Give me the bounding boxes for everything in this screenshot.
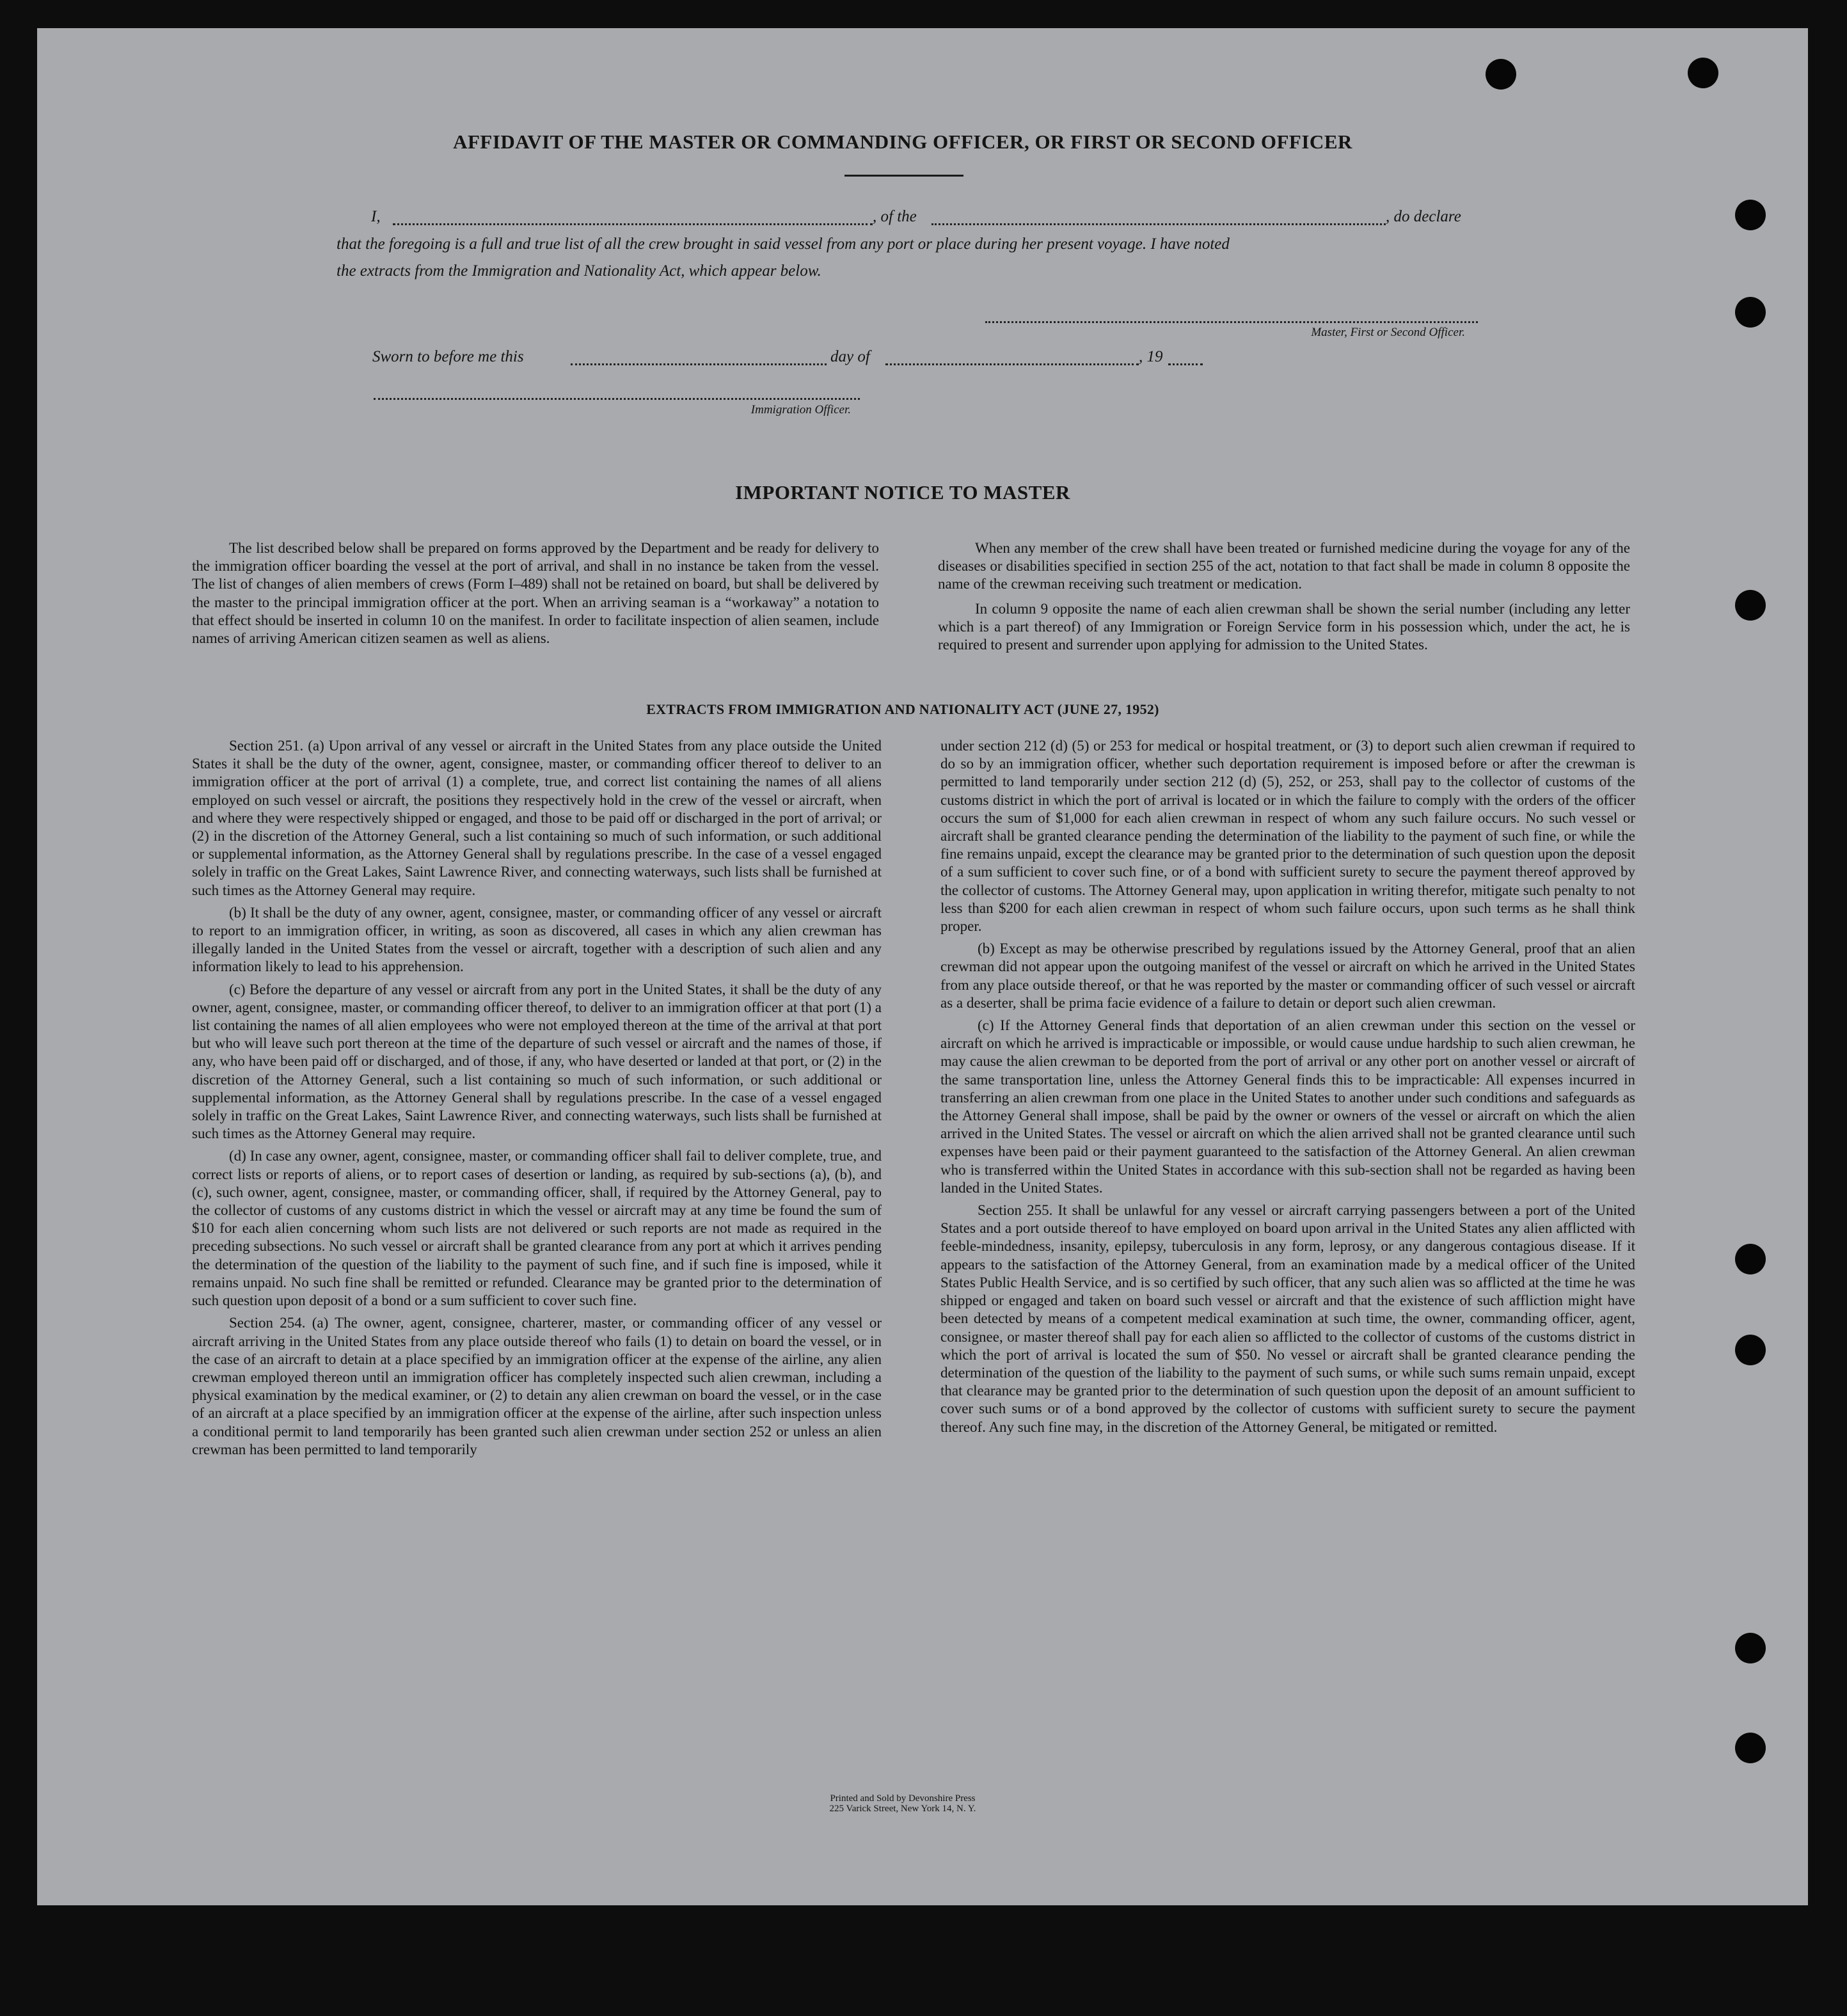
binder-hole [1735, 1335, 1766, 1365]
notice-paragraph: When any member of the crew shall have been treated or furnished medicine during the voyage for any of the diseases or disabilities specified in section 255 of the act, notation to that fact shall be made in column 8 opposite the name of the crewman receiving such treatment or medication. [938, 540, 1630, 592]
binder-hole [1735, 1244, 1766, 1274]
binder-hole [1735, 200, 1766, 230]
sworn-year-field[interactable] [1168, 349, 1203, 365]
binder-hole [1486, 59, 1516, 90]
master-signature-line[interactable] [985, 307, 1478, 323]
notice-heading: IMPORTANT NOTICE TO MASTER [735, 481, 1070, 504]
declarant-name-field[interactable] [393, 209, 873, 225]
declarant-prefix: I, [371, 208, 381, 225]
section-251d: (d) In case any owner, agent, consignee, master, or commanding officer shall fail to deliver complete, true, and correct lists or reports of aliens, or to report cases of desertion or landing, as required by sub-sections (a), (b), and (c), such owner, agent, consignee, master, or commanding officer, shall, if required by the Attorney General, pay to the collector of customs of any customs district in which the vessel or aircraft may at any time be found the sum of $10 for each alien concerning whom such lists are not delivered or such reports are not made as required in the preceding subsections. No such vessel or aircraft shall be granted clearance from any port at which it arrives pending the determination of the question of the liability to the payment of such fine, and if such fine is imposed, while it remains unpaid. No such fine shall be remitted or refunded. Clearance may be granted prior to the determination of such question upon deposit of a bond or a sum sufficient to cover such fine. [192, 1148, 882, 1309]
notice-paragraph: The list described below shall be prepared on forms approved by the Department and be ready for delivery to the immigration officer boarding the vessel at the port of arrival, and shall in no instance be taken from the vessel. The list of changes of alien members of crews (Form I–489) shall not be retained on board, but shall be delivered by the master to the principal immigration officer at the port. When an arriving seaman is a “workaway” a notation to that effect should be inserted in column 10 on the manifest. In order to facilitate inspection of alien seamen, include names of arriving American citizen seamen as well as aliens. [192, 540, 879, 647]
printer-imprint [0, 1793, 1805, 1814]
sworn-month-field[interactable] [885, 349, 1139, 365]
section-254a-continued: under section 212 (d) (5) or 253 for medical or hospital treatment, or (3) to deport such alien crewman if required to do so by an immigration officer, whether such deportation requirement is imposed before or after the crewman is permitted to land temporarily under section 212 (d) (5), 252, or 253, shall pay to the collector of customs of the customs district in which the port of arrival is located or in which the failure to comply with the orders of the officer occurs the sum of $1,000 for each alien crewman in respect of whom any such failure occurs. No such vessel or aircraft shall be granted clearance pending the determination of the liability to the payment of such fine, or while the fine remains unpaid, except the clearance may be granted prior to the determination of such question upon the deposit of a sum sufficient to cover such fine, or of a bond with sufficient surety to secure the payment thereof approved by the collector of customs. The Attorney General may, upon application in writing therefor, mitigate such penalty to not less than $200 for each alien crewman in respect of whom such failure occurs, upon such terms as he shall think proper. [940, 738, 1635, 935]
section-254c: (c) If the Attorney General finds that deportation of an alien crewman under this section on the vessel or aircraft on which he arrived is impracticable or impossible, or would cause undue hardship to such alien crewman, he may cause the alien crewman to be deported from the port of arrival or any other port on another vessel or aircraft of the same transportation line, unless the Attorney General finds this to be impracticable: All expenses incurred in transferring an alien crewman from one place in the United States to another under such conditions and safeguards as the Attorney General shall impose, shall be paid by the owner or owners of the vessel or aircraft on which the alien arrived in the United States. The vessel or aircraft on which the alien arrived shall not be granted clearance until such expenses have been paid or their payment guaranteed to the satisfaction of the Attorney General. An alien crewman who is transferred within the United States in accordance with this sub-section shall not be regarded as having been landed in the United States. [940, 1017, 1635, 1196]
notice-paragraph: In column 9 opposite the name of each alien crewman shall be shown the serial number (including any letter which is a part thereof) of any Immigration or Foreign Service form in his possession which, under the act, he is required to present and surrender upon applying for admission to the United States. [938, 600, 1630, 653]
printer-address: 225 Varick Street, New York 14, N. Y. [829, 1804, 976, 1814]
notice-right-column [938, 539, 1630, 658]
declare-label: , do declare [1386, 208, 1461, 225]
declaration-text-line1: that the foregoing is a full and true list of all the crew brought in said vessel from any port or place during her present voyage. I have noted [337, 235, 1230, 253]
binder-hole [1735, 297, 1766, 328]
title-rule [844, 175, 963, 177]
extracts-right-column [940, 737, 1635, 1441]
notice-left-column [192, 539, 879, 652]
section-255: Section 255. It shall be unlawful for any vessel or aircraft carrying passengers between a port of the United States and a port outside thereof to have employed on board upon arrival in the United States any alien afflicted with feeble-mindedness, insanity, epilepsy, tuberculosis in any form, leprosy, or any dangerous contagious disease. If it appears to the satisfaction of the Attorney General, from an examination made by a medical officer of the United States Public Health Service, and is so certified by such officer, that any such alien was so afflicted at the time he was shipped or engaged and taken on board such vessel or aircraft and that the existence of such affliction might have been detected by means of a competent medical examination at such time, the owner, commanding officer, agent, consignee, or master thereof shall pay for each alien so afflicted to the collector of customs of the customs district in which the port of arrival is located the sum of $50. No vessel or aircraft shall be granted clearance pending the determination of the question of the liability to the payment of such sums, or while such sums remain unpaid, except that clearance may be granted prior to the determination of such question upon the deposit of an amount sufficient to cover such sums or of a bond approved by the collector of customs with sufficient surety to secure the payment thereof. Any such fine may, in the discretion of the Attorney General, be mitigated or remitted. [940, 1202, 1635, 1435]
officer-signature-label: Immigration Officer. [750, 403, 851, 417]
printer-name: Printed and Sold by Devonshire Press [830, 1793, 976, 1804]
section-254a: Section 254. (a) The owner, agent, consignee, charterer, master, or commanding officer of any vessel or aircraft arriving in the United States from any place outside thereof who fails (1) to detain on board the vessel, or in the case of an aircraft to detain at a place specified by an immigration officer at the expense of the airline, any alien crewman employed thereon until an immigration officer has completely inspected such alien crewman, including a physical examination by the medical examiner, or (2) to detain any alien crewman on board the vessel, or in the case of an aircraft at a place specified by an immigration officer at the expense of the airline, after such inspection unless a conditional permit to land temporarily has been granted such alien crewman under section 252 or unless an alien crewman has been permitted to land temporarily [192, 1315, 882, 1457]
declaration-text-line2: the extracts from the Immigration and Nationality Act, which appear below. [337, 262, 821, 280]
section-251b: (b) It shall be the duty of any owner, agent, consignee, master, or commanding officer of any vessel or aircraft to report to an immigration officer, in writing, as soon as discovered, all cases in which any alien crewman has illegally landed in the United States from the vessel or aircraft, together with a description of such alien and any information likely to lead to his apprehension. [192, 904, 882, 975]
sworn-day-field[interactable] [571, 349, 827, 365]
section-251c: (c) Before the departure of any vessel or aircraft from any port in the United States, it shall be the duty of any owner, agent, consignee, master, or commanding officer thereof, to deliver to an immigration officer at that port (1) a list containing the names of all alien employees who were not employed thereon at the time of the arrival at that port but who will leave such port thereon at the time of the departure of such vessel or aircraft and the names of those, if any, who have been paid off or discharged, and of those, if any, who have deserted or landed at that port, or (2) in the discretion of the Attorney General, such a list containing so much of such information, or such additional or supplemental information, as the Attorney General shall by regulations prescribe. In the case of a vessel engaged solely in traffic on the Great Lakes, Saint Lawrence River, and connecting waterways, such lists shall be furnished at such times as the Attorney General may require. [192, 981, 882, 1142]
master-signature-label: Master, First or Second Officer. [1311, 326, 1465, 339]
extracts-left-column [192, 737, 882, 1463]
section-254b: (b) Except as may be otherwise prescribed by regulations issued by the Attorney General, proof that an alien crewman did not appear upon the outgoing manifest of the vessel or aircraft on which he arrived in the United States from any place outside thereof, or that he was reported by the master or commanding officer of such vessel or aircraft as a deserter, shall be prima facie evidence of a failure to detain or deport such alien crewman. [940, 941, 1635, 1011]
binder-hole [1735, 590, 1766, 621]
officer-signature-line[interactable] [374, 384, 860, 400]
binder-hole [1735, 1633, 1766, 1663]
section-251a: Section 251. (a) Upon arrival of any vessel or aircraft in the United States from any place outside the United States it shall be the duty of the owner, agent, consignee, master, or commanding officer thereof to deliver to an immigration officer at the port of arrival (1) a complete, true, and correct list containing the names of all aliens employed on such vessel or aircraft, the positions they respectively hold in the crew of the vessel or aircraft, when and where they were respectively shipped or engaged, and those to be paid off or discharged in the port of arrival; or (2) in the discretion of the Attorney General, such a list containing so much of such information, or such additional or supplemental information, as the Attorney General shall by regulations prescribe. In the case of a vessel engaged solely in traffic on the Great Lakes, Saint Lawrence River, and connecting waterways, such lists shall be furnished at such times as the Attorney General may require. [192, 738, 882, 898]
year-prefix-label: , 19 [1139, 348, 1163, 365]
sworn-before-label: Sworn to before me this [372, 348, 524, 365]
day-of-label: day of [830, 348, 870, 365]
binder-hole [1688, 58, 1718, 88]
extracts-heading: EXTRACTS FROM IMMIGRATION AND NATIONALITY ACT (JUNE 27, 1952) [646, 701, 1159, 717]
binder-hole [1735, 1733, 1766, 1763]
affidavit-title: AFFIDAVIT OF THE MASTER OR COMMANDING OFFICER, OR FIRST OR SECOND OFFICER [453, 131, 1352, 153]
of-the-label: , of the [873, 208, 917, 225]
vessel-name-field[interactable] [931, 209, 1386, 225]
